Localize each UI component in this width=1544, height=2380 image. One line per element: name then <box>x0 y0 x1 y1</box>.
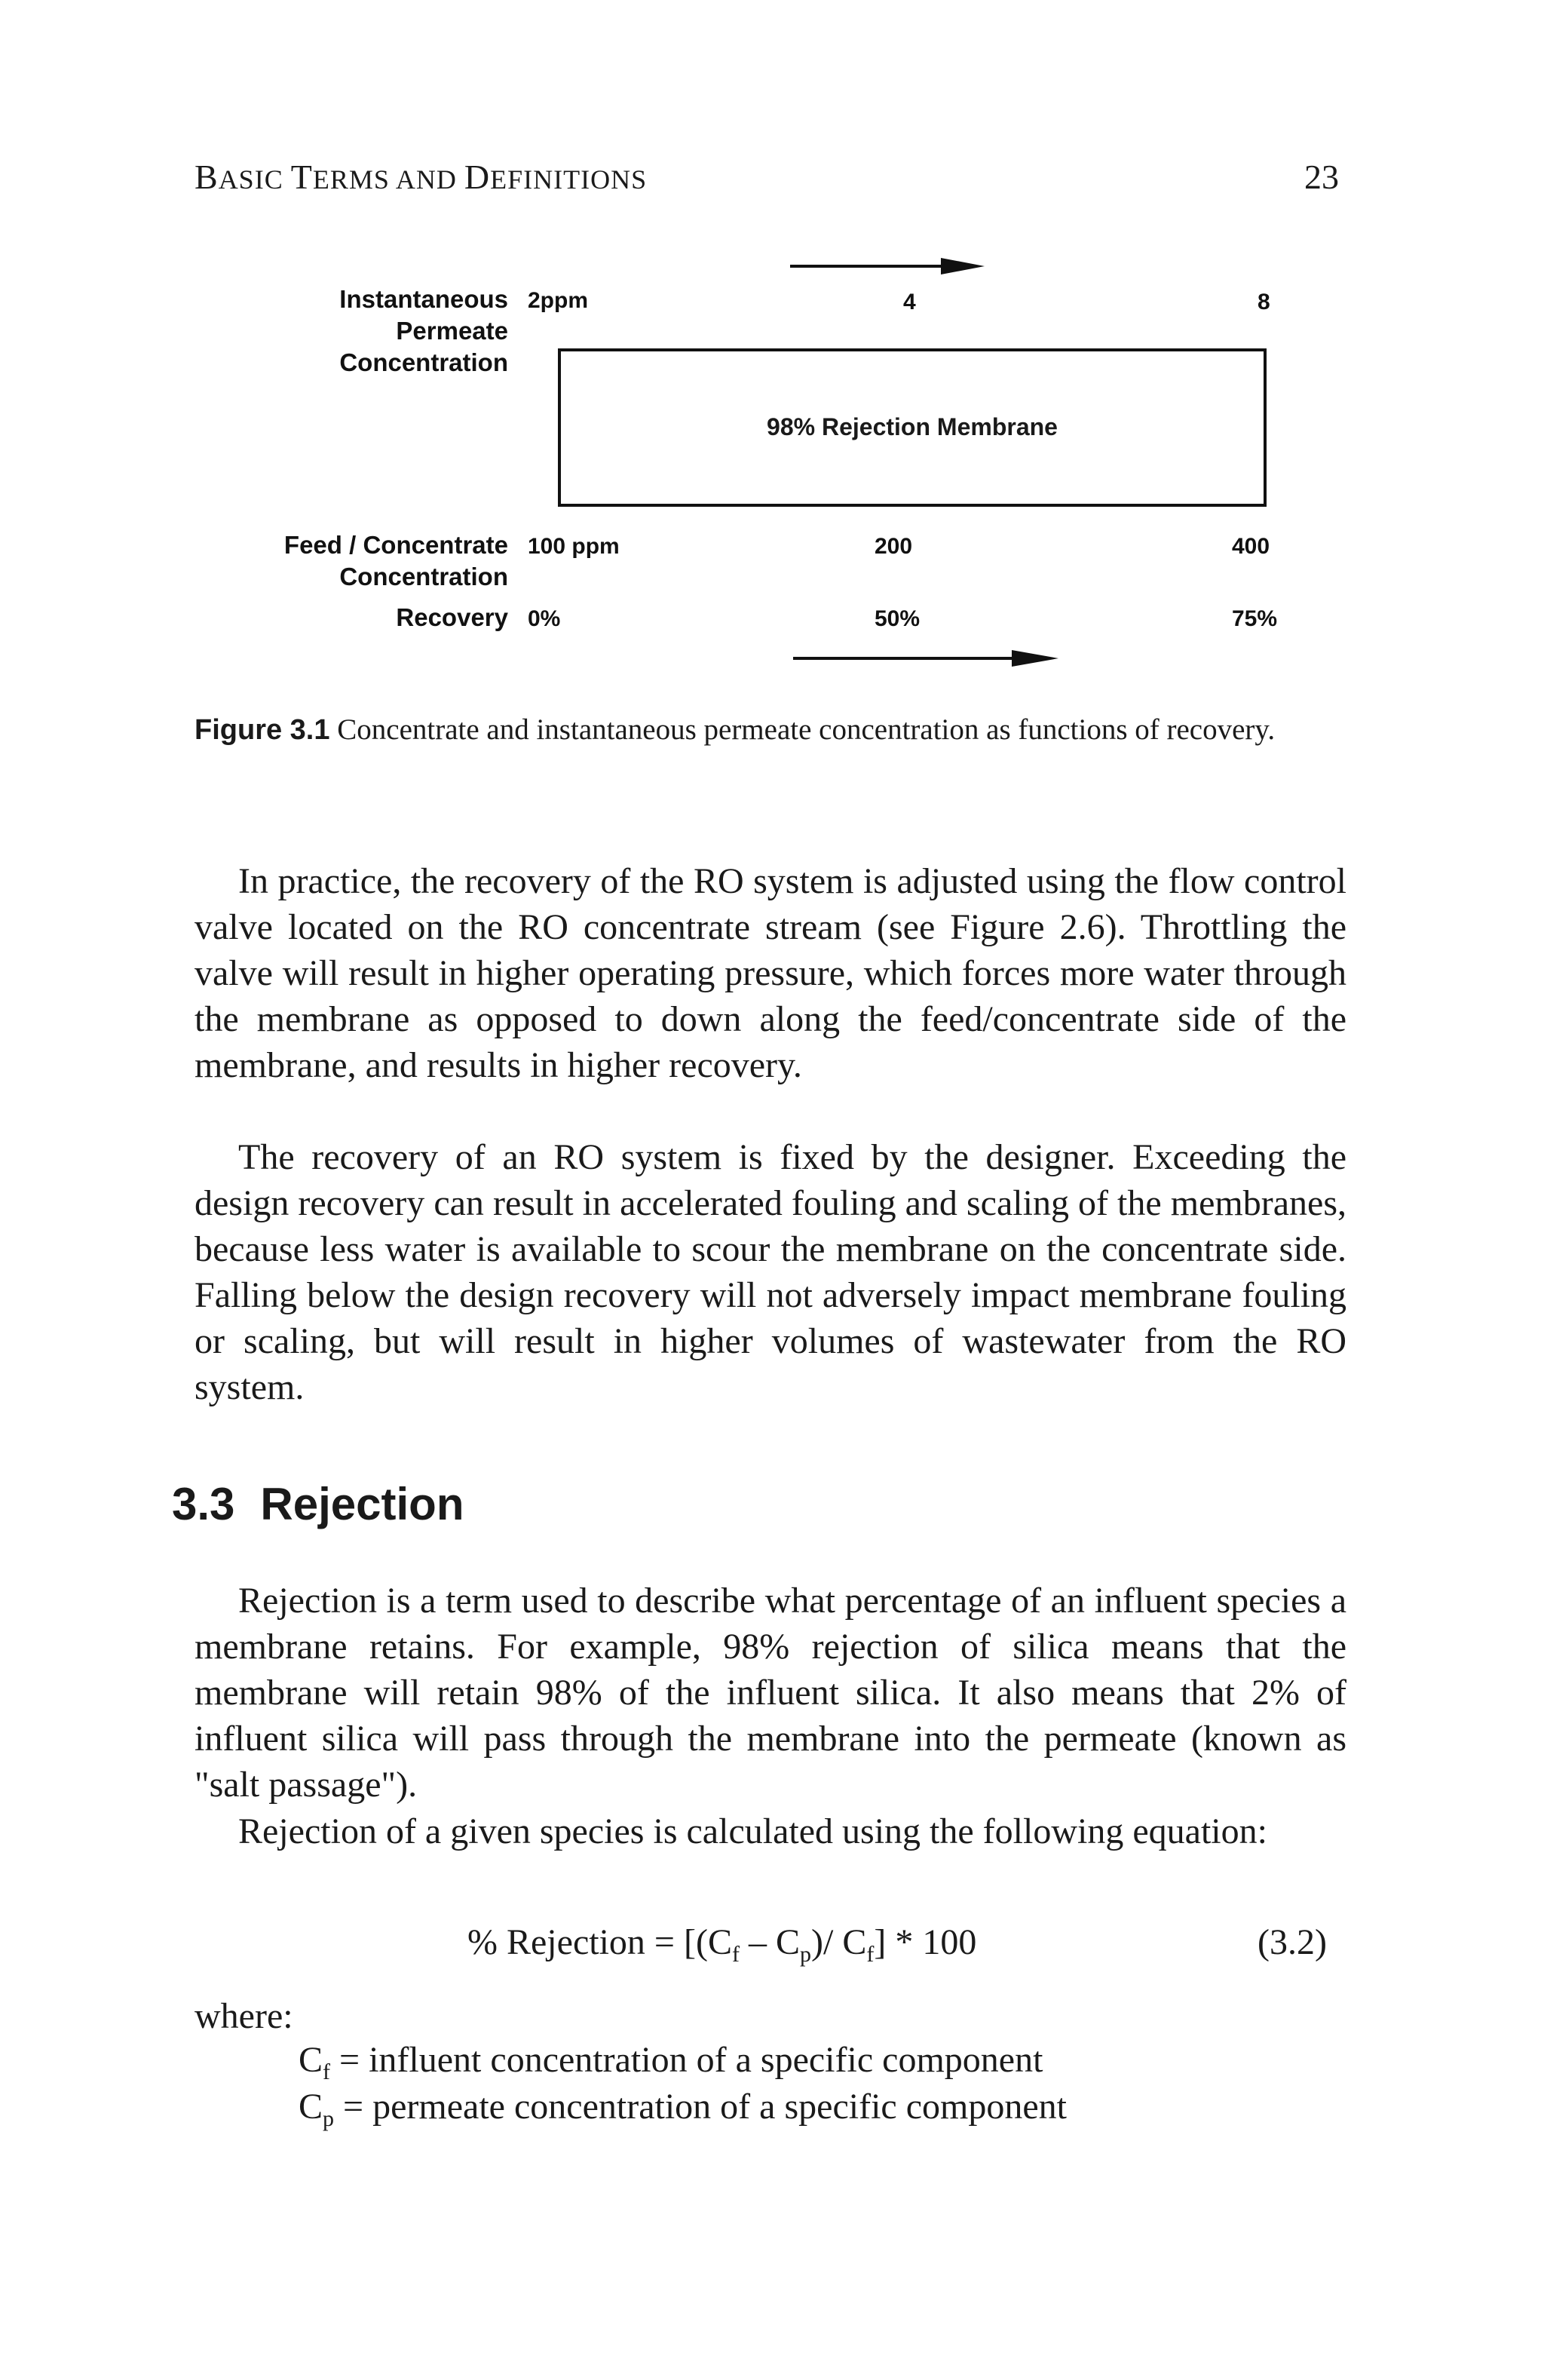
feed-value-end: 400 <box>1232 534 1270 559</box>
equation-number: (3.2) <box>1258 1922 1327 1962</box>
paragraph-recovery-adjustment: In practice, the recovery of the RO system is adjusted using the flow control valve located on the RO concentrate stream (see Figure 2.6). Throttling the valve will result in higher operating pressure, which forces more water through the membrane as opposed to down along the feed/concentrate side of the membrane, and results in higher recovery. <box>195 861 1346 1085</box>
flow-arrow-icon <box>790 255 986 278</box>
permeate-concentration-label: Instantaneous Permeate Concentration <box>339 285 508 376</box>
paragraph-rejection-equation-intro: Rejection of a given species is calculated using the following equation: <box>238 1811 1267 1851</box>
membrane-label: 98% Rejection Membrane <box>767 413 1058 440</box>
paragraph-rejection-definition: Rejection is a term used to describe what percentage of an influent species a membrane retains. For example, 98% rejection of silica means that the membrane will retain 98% of the influent silica. It also means that 2% of influent silica will pass through the membrane into the permeate (known as "salt passage"). <box>195 1581 1346 1805</box>
feed-value-mid: 200 <box>875 534 913 559</box>
paragraph-recovery-design: The recovery of an RO system is fixed by the designer. Exceeding the design recovery can result in accelerated fouling and scaling of the membranes, because less water is available to scour the membrane on the concentrate side. Falling below the design recovery will not adversely impact membrane fouling or scaling, but will result in higher volumes of wastewater from the RO system. <box>195 1137 1346 1407</box>
permeate-value-end: 8 <box>1258 290 1270 314</box>
recovery-label: Recovery <box>396 603 508 631</box>
recovery-arrow-icon <box>793 647 1065 670</box>
permeate-value-mid: 4 <box>903 290 916 314</box>
definition-cp: $C_p$ = permeate concentration of a specific component <box>299 2087 1067 2131</box>
permeate-value-start: 2ppm <box>528 288 589 313</box>
section-heading: 3.3 Rejection <box>172 1479 464 1529</box>
feed-value-start: 100 ppm <box>528 534 620 559</box>
recovery-value-start: 0% <box>528 606 561 631</box>
where-label: where: <box>195 1996 293 2036</box>
recovery-value-end: 75% <box>1232 606 1278 631</box>
definition-cf: $C_f$ = influent concentration of a specific component <box>299 2040 1043 2084</box>
page-number: 23 <box>1304 158 1339 196</box>
running-head: BASIC TERMS AND DEFINITIONS <box>195 158 648 196</box>
feed-concentration-label: Feed / Concentrate Concentration <box>283 531 508 590</box>
rejection-equation: % Rejection = [$(C_f - C_p)/$ $C_f] * 100$ <box>467 1922 977 1967</box>
figure-caption: Figure 3.1 Concentrate and instantaneous permeate concentration as functions of recovery. <box>195 713 1276 746</box>
recovery-value-mid: 50% <box>875 606 921 631</box>
